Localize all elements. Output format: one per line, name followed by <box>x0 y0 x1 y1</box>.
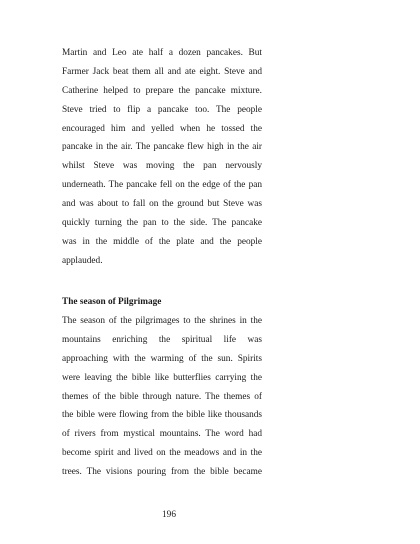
page-number: 196 <box>162 510 176 520</box>
text-line: were leaving the bible like butterflies carrying the <box>62 372 262 383</box>
text-line: and was about to fall on the ground but Steve was <box>62 199 262 210</box>
text-line: encouraged him and yelled when he tossed the <box>62 123 262 134</box>
text-line: applauded. <box>62 255 103 266</box>
paragraph-pancakes <box>62 44 262 271</box>
text-line: Catherine helped to prepare the pancake mixture. <box>62 85 262 96</box>
text-line: pancake in the air. The pancake flew high in the air <box>62 142 262 153</box>
text-line: trees. The visions pouring from the bible became <box>62 467 262 478</box>
text-line: whilst Steve was moving the pan nervously <box>62 161 262 172</box>
text-line: mountains enriching the spiritual life was <box>62 334 262 345</box>
text-line: of rivers from mystical mountains. The word had <box>62 429 262 440</box>
text-line: The season of the pilgrimages to the shrines in the <box>62 316 262 326</box>
text-line: become spirit and lived on the meadows and in the <box>62 448 262 459</box>
text-line: quickly turning the pan to the side. The pancake <box>62 218 262 229</box>
section-heading: The season of Pilgrimage <box>62 297 162 307</box>
text-line: Farmer Jack beat them all and ate eight. Steve and <box>62 66 262 77</box>
text-line: approaching with the warming of the sun. Spirits <box>62 353 262 364</box>
text-line: themes of the bible through nature. The themes of <box>62 391 262 402</box>
text-line: was in the middle of the plate and the people <box>62 236 262 247</box>
text-line: Steve tried to flip a pancake too. The people <box>62 104 262 115</box>
text-line: underneath. The pancake fell on the edge of the pan <box>62 180 262 191</box>
paragraph-pilgrimage <box>62 312 262 482</box>
text-line: the bible were flowing from the bible like thousands <box>62 410 262 421</box>
text-line: Martin and Leo ate half a dozen pancakes. But <box>62 48 262 58</box>
